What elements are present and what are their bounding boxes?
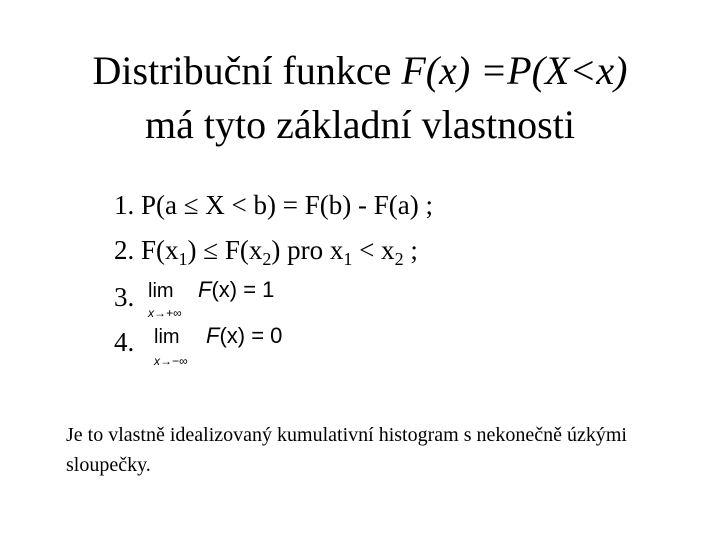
property-text: P(a ≤ X < b) = F(b) - F(a) ; xyxy=(141,190,433,220)
lim-operator: lim xyxy=(148,280,174,302)
lim-operator: lim xyxy=(154,326,180,348)
footnote-text: Je to vlastně idealizovaný kumulativní histogram s nekonečně úzkými sloupečky. xyxy=(66,424,627,476)
property-number: 3. xyxy=(114,282,135,312)
title-line-2: má tyto základní vlastnosti xyxy=(145,102,575,147)
property-4 xyxy=(114,329,134,356)
slide-title xyxy=(0,44,720,152)
property-number: 1. xyxy=(114,190,135,220)
property-text: $F(x_1) \le F(x_2)$ pro $x_1 < x_2$ ; xyxy=(141,235,418,269)
property-2 xyxy=(114,235,418,269)
lim-subscript: x→+∞ xyxy=(148,306,182,320)
property-3 xyxy=(114,284,134,311)
limit-formula-4 xyxy=(154,324,314,368)
title-line-1 xyxy=(0,44,720,98)
lim-expression: F(x) = 1 xyxy=(198,277,275,302)
title-formula: F(x) =P(X<x) xyxy=(401,48,628,93)
property-1 xyxy=(114,192,433,219)
limit-formula-3 xyxy=(148,278,308,318)
property-number: 2. xyxy=(114,235,135,265)
lim-expression: F(x) = 0 xyxy=(206,323,283,348)
property-number: 4. xyxy=(114,327,135,357)
title-prefix: Distribuční funkce xyxy=(92,48,402,93)
lim-subscript: x→−∞ xyxy=(154,354,188,368)
